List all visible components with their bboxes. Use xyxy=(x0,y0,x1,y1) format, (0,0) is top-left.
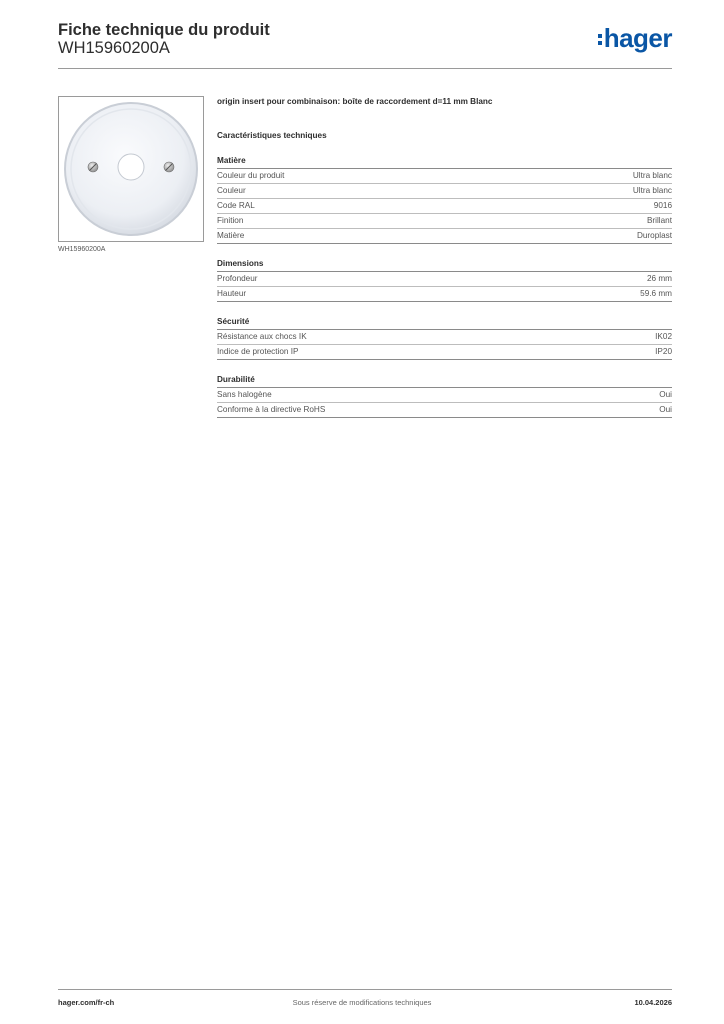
spec-row xyxy=(217,272,672,287)
spec-label: Couleur xyxy=(217,186,246,195)
spec-section-material xyxy=(217,155,672,244)
spec-label: Profondeur xyxy=(217,274,258,283)
spec-value: IK02 xyxy=(655,332,672,341)
spec-label: Conforme à la directive RoHS xyxy=(217,405,326,414)
spec-row xyxy=(217,287,672,302)
spec-row xyxy=(217,214,672,229)
logo-text: hager xyxy=(603,23,672,53)
spec-row xyxy=(217,169,672,184)
spec-label: Hauteur xyxy=(217,289,247,298)
spec-section-sustainability xyxy=(217,374,672,418)
spec-value: Ultra blanc xyxy=(632,171,672,180)
spec-row xyxy=(217,388,672,403)
footer-divider xyxy=(58,989,672,990)
section-title: Durabilité xyxy=(217,374,672,388)
product-image xyxy=(58,96,204,242)
spec-value: Oui xyxy=(659,390,672,399)
spec-value: Oui xyxy=(659,405,672,414)
screw-icon xyxy=(164,162,174,172)
spec-value: IP20 xyxy=(655,347,672,356)
spec-section-security xyxy=(217,316,672,360)
spec-row xyxy=(217,229,672,244)
spec-value: 26 mm xyxy=(646,274,672,283)
specs-title: Caractéristiques techniques xyxy=(217,131,327,140)
spec-label: Finition xyxy=(217,216,244,225)
page-title: Fiche technique du produit xyxy=(58,21,270,39)
spec-section-dimensions xyxy=(217,258,672,302)
spec-panel xyxy=(217,96,672,418)
product-cover-plate-icon xyxy=(59,97,203,241)
spec-label: Matière xyxy=(217,231,245,240)
footer-date: 10.04.2026 xyxy=(634,998,672,1007)
image-caption: WH15960200A xyxy=(58,246,106,253)
footer-website-link[interactable]: hager.com/fr-ch xyxy=(58,998,115,1007)
spec-label: Indice de protection IP xyxy=(217,347,299,356)
screw-icon xyxy=(88,162,98,172)
spec-label: Code RAL xyxy=(217,201,255,210)
footer-disclaimer: Sous réserve de modifications techniques xyxy=(292,998,432,1007)
spec-row xyxy=(217,345,672,360)
spec-row xyxy=(217,330,672,345)
spec-value: 9016 xyxy=(653,201,672,210)
spec-value: Ultra blanc xyxy=(632,186,672,195)
spec-row xyxy=(217,199,672,214)
header-divider xyxy=(58,68,672,69)
logo-mark-icon xyxy=(598,34,602,45)
spec-label: Couleur du produit xyxy=(217,171,285,180)
spec-label: Résistance aux chocs IK xyxy=(217,332,307,341)
product-description: origin insert pour combinaison: boîte de raccordement d=11 mm Blanc xyxy=(217,97,493,106)
section-title: Sécurité xyxy=(217,316,672,330)
spec-row xyxy=(217,403,672,418)
spec-value: Brillant xyxy=(646,216,672,225)
section-title: Dimensions xyxy=(217,258,672,272)
hager-logo xyxy=(598,25,672,51)
section-title: Matière xyxy=(217,155,672,169)
product-reference: WH15960200A xyxy=(58,39,170,57)
spec-row xyxy=(217,184,672,199)
spec-value: 59.6 mm xyxy=(640,289,672,298)
spec-value: Duroplast xyxy=(636,231,672,240)
spec-label: Sans halogène xyxy=(217,390,272,399)
